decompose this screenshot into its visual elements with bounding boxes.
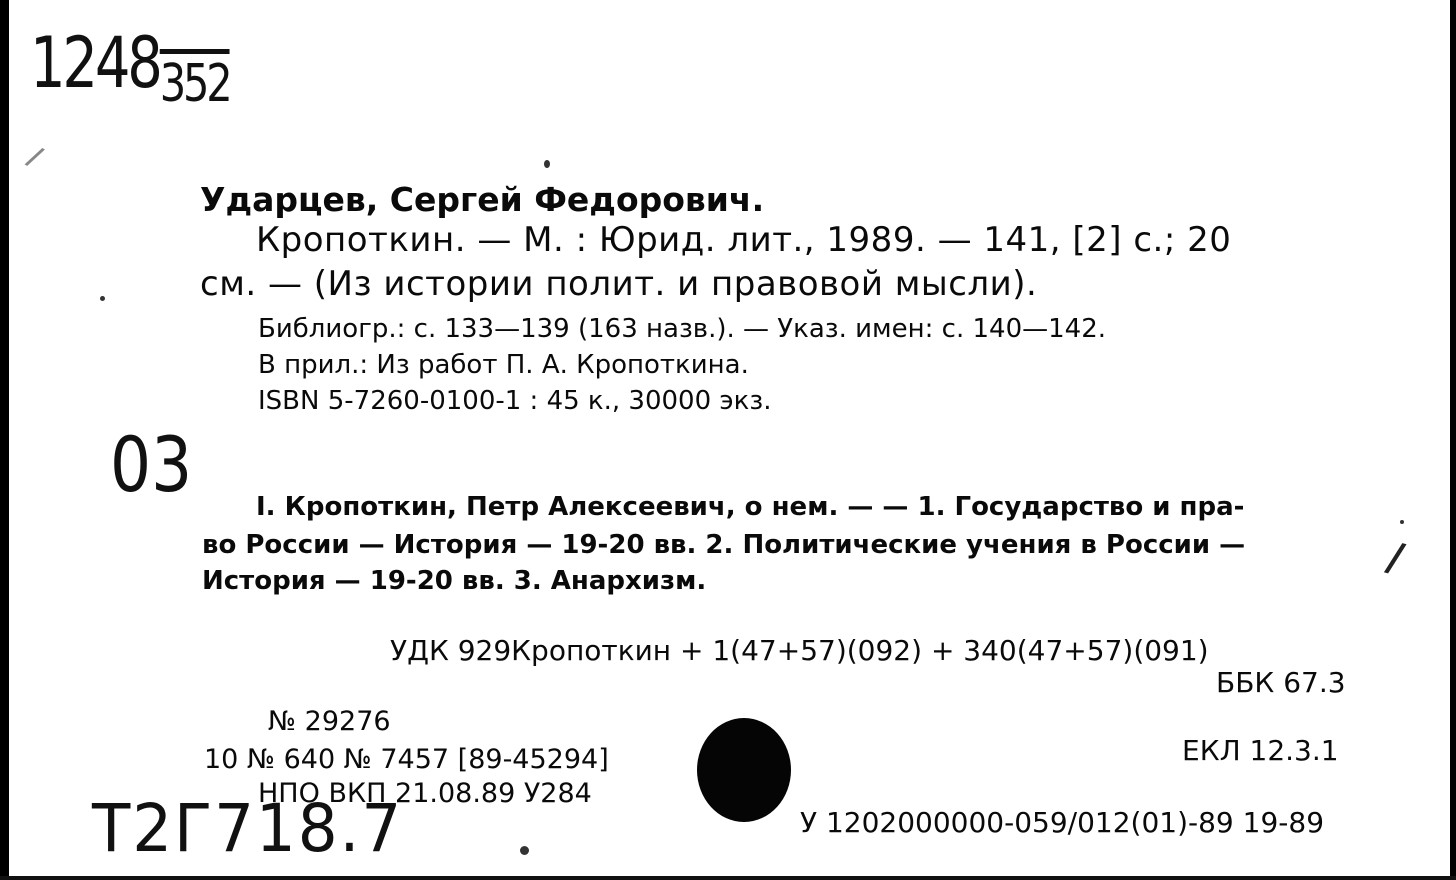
order-numbers: 10 № 640 № 7457 [89-45294]: [204, 744, 609, 775]
handwritten-shelfmark-bottom: Т2Г718.7: [92, 790, 404, 867]
printing-info: НПО ВКП 21.08.89 У284: [258, 778, 592, 809]
speck: [100, 296, 105, 301]
title-imprint-line2: см. — (Из истории полит. и правовой мысли).: [200, 264, 1038, 304]
appendix-note: В прил.: Из работ П. А. Кропоткина.: [258, 350, 749, 380]
card-number: № 29276: [268, 706, 391, 737]
ekl-code: ЕКЛ 12.3.1: [1182, 734, 1339, 767]
speck: [520, 846, 529, 855]
speck: [544, 160, 550, 168]
handwritten-mark-03: 03: [110, 420, 193, 509]
speck: [1400, 520, 1404, 524]
bbk-classification: ББК 67.3: [1216, 666, 1346, 699]
card-bottom-edge: [0, 876, 1456, 880]
udk-classification: УДК 929Кропоткин + 1(47+57)(092) + 340(47+57)(091): [390, 634, 1209, 667]
author-heading: Ударцев, Сергей Федорович.: [200, 180, 765, 219]
handwritten-shelf-number: [30, 22, 230, 114]
subject-tracing-line2: во России — История — 19-20 вв. 2. Политические учения в России —: [202, 530, 1246, 560]
publication-code: У 1202000000-059/012(01)-89 19-89: [800, 806, 1325, 839]
subject-tracing-line3: История — 19-20 вв. 3. Анархизм.: [202, 566, 707, 596]
margin-stroke: /: [22, 139, 48, 174]
title-imprint-line1: Кропоткин. — М. : Юрид. лит., 1989. — 141, [2] с.; 20: [256, 220, 1232, 260]
subject-tracing-line1: I. Кропоткин, Петр Алексеевич, о нем. — — 1. Государство и пра-: [256, 492, 1245, 522]
handwritten-shelf-fraction: 352: [159, 54, 230, 114]
punch-hole: [697, 718, 791, 822]
margin-stroke: /: [1382, 533, 1409, 583]
card-left-edge: [0, 0, 9, 880]
bibliography-note: Библиогр.: с. 133—139 (163 назв.). — Указ. имен: с. 140—142.: [258, 314, 1107, 344]
isbn-note: ISBN 5-7260-0100-1 : 45 к., 30000 экз.: [258, 386, 772, 416]
card-right-edge: [1450, 0, 1456, 880]
handwritten-shelf-main: 1248: [30, 22, 160, 104]
